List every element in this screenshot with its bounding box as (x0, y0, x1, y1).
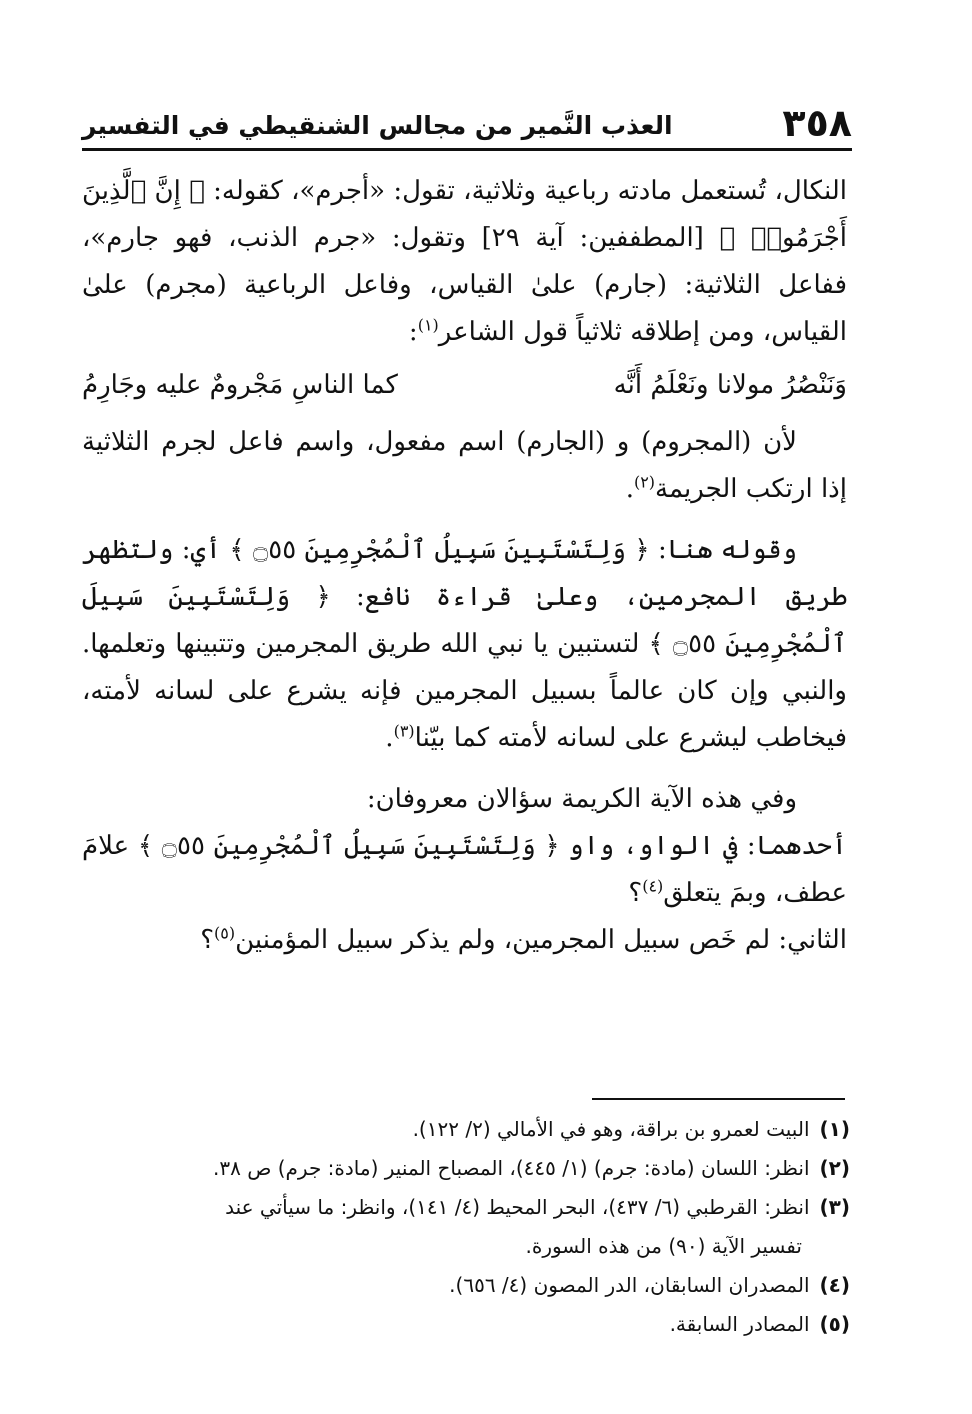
paragraph-5-text: أحدهما: في الواو، واو ﴿ وَلِتَسْتَبِينَ سَبِيلُ ٱلْمُجْرِمِينَ ۝٥٥ ﴾ علامَ عطف، وبمَ يتعلق (82, 831, 847, 908)
verse-second-hemistich: كما الناسِ مَجْرومٌ عليه وجَارِمُ (82, 370, 398, 400)
footnote-3 (80, 1188, 850, 1227)
footnote-text: البيت لعمرو بن براقة، وهو في الأمالي (٢/ ١٢٢). (412, 1117, 810, 1141)
footnote-number: (٤) (819, 1273, 850, 1297)
header-rule (82, 148, 852, 151)
paragraph-3 (82, 527, 847, 762)
footnote-3-continuation: تفسير الآية (٩٠) من هذه السورة. (525, 1234, 802, 1258)
footnotes (80, 1110, 850, 1344)
footnote-ref-4: (٤) (642, 876, 664, 896)
footnote-number: (٢) (819, 1156, 850, 1180)
paragraph-2-text: لأن (المجروم) و (الجارم) اسم مفعول، واسم فاعل لجرم الثلاثية إذا ارتكب الجريمة (82, 427, 847, 504)
footnote-text: المصدران السابقان، الدر المصون (٤/ ٦٥٦). (449, 1273, 810, 1297)
footnote-ref-5: (٥) (214, 923, 236, 943)
footnote-rule (592, 1098, 845, 1100)
paragraph-1-text: النكال، تُستعمل مادته رباعية وثلاثية، تقول: «أجرم»، كقوله: ﴿ إِنَّ ٱلَّذِينَ أَجْرَمُوا۟ ﴾ [المطففين: آية ٢٩] وتقول: «جرم الذنب، فهو جارم»، ففاعل الثلاثية: (جارم) علىٰ القياس، وفاعل الرباعية (مجرم) علىٰ القياس، ومن إطلاقه ثلاثياً قول الشاعر (82, 176, 847, 347)
footnote-ref-2: (٢) (633, 472, 656, 492)
footnote-2 (80, 1149, 850, 1188)
footnote-4 (80, 1266, 850, 1305)
footnote-ref-1: (١) (417, 315, 439, 335)
paragraph-6 (82, 917, 847, 964)
footnote-number: (٥) (819, 1312, 850, 1336)
footnote-1 (80, 1110, 850, 1149)
footnote-5 (80, 1305, 850, 1344)
paragraph-4 (82, 776, 847, 823)
paragraph-4-text: وفي هذه الآية الكريمة سؤالان معروفان: (366, 784, 797, 814)
paragraph-6-text: الثاني: لم خَص سبيل المجرمين، ولم يذكر سبيل المؤمنين (235, 925, 847, 955)
footnote-text: المصادر السابقة. (669, 1312, 810, 1336)
paragraph-3-end: . (385, 723, 394, 753)
paragraph-2 (82, 419, 847, 513)
verse-first-hemistich: وَنَنْصُرُ مولانا ونَعْلَمُ أَنَّه (613, 370, 847, 400)
page-number: ٣٥٨ (782, 101, 852, 145)
page-header (82, 92, 852, 145)
footnote-ref-3: (٣) (393, 721, 415, 741)
footnote-text: انظر: القرطبي (٦/ ٤٣٧)، البحر المحيط (٤/ ١٤١)، وانظر: ما سيأتي عند (225, 1195, 810, 1219)
paragraph-5-end: ؟ (628, 878, 643, 908)
footnote-number: (٣) (819, 1195, 850, 1219)
poetry-verse (82, 356, 847, 419)
paragraph-6-end: ؟ (200, 925, 215, 955)
paragraph-1 (82, 168, 847, 356)
paragraph-3-text: وقوله هنا: ﴿ وَلِتَسْتَبِينَ سَبِيلُ ٱلْمُجْرِمِينَ ۝٥٥ ﴾ أي: ولتظهر طريق المجرمين، وعلىٰ قراءة نافع: ﴿ وَلِتَسْتَبِينَ سَبِيلَ ٱلْمُجْرِمِينَ ۝٥٥ ﴾ لتستبين يا نبي الله طريق المجرمين وتتبينها وتعلمها. والنبي وإن كان عالماً بسبيل المجرمين فإنه يشرع على لسانه لأمته، فيخاطب ليشرع على لسانه لأمته كما بيّنا (82, 535, 847, 753)
paragraph-2-end: . (625, 474, 634, 504)
running-title: العذب النَّمير من مجالس الشنقيطي في التفسير (82, 111, 673, 140)
paragraph-1-end: : (408, 317, 418, 347)
paragraph-5 (82, 823, 847, 917)
footnote-number: (١) (819, 1117, 850, 1141)
main-text (82, 168, 847, 964)
footnote-text: انظر: اللسان (مادة: جرم) (١/ ٤٤٥)، المصباح المنير (مادة: جرم) ص ٣٨. (213, 1156, 810, 1180)
